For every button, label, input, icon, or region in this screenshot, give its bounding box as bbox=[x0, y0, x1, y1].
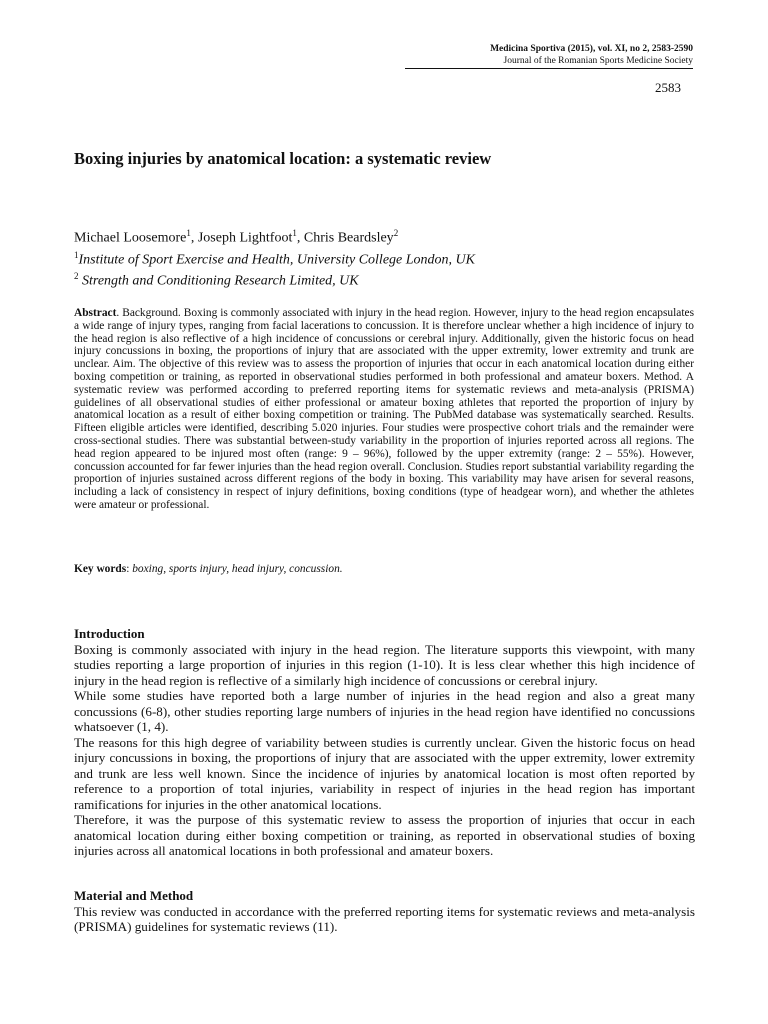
author-sep: , bbox=[296, 230, 304, 246]
paragraph: The reasons for this high degree of variability between studies is currently unclear. Given the historic focus on head injury concussions in boxing, the proportions of injury that are associated with the upper extremity, lower extremity and trunk are less well known. Since the incidence of injuries by anatomical location is most often reported by reference to a proportion of total injuries, variability in respect of injuries in the head region has important ramifications for injuries in the other anatomical locations. bbox=[74, 734, 695, 812]
author-list bbox=[74, 225, 475, 247]
author-name: Chris Beardsley bbox=[303, 230, 394, 246]
method-section bbox=[74, 888, 695, 935]
author-block bbox=[74, 225, 475, 290]
abstract-text: . Background. Boxing is commonly associated with injury in the head region. However, injury to the head region encapsulates a wide range of injury types, ranging from facial lacerations to concussion. It is therefore unclear whether a high incidence of injury to the head region is also reflective of a high incidence of concussions or cerebral injury. Additionally, given the historic focus on head injury concussions in boxing, the proportions of injury that are associated with the upper extremity, lower extremity and trunk are unclear. Aim. The objective of this review was to assess the proportion of injuries that occur in each anatomical location during either boxing competition or training, as reported in observational studies performed in both professional and amateur boxers. Method. A systematic review was performed according to preferred reporting items for systematic reviews and meta-analysis (PRISMA) guidelines of all observational studies of either professional or amateur boxing athletes that reported the proportion of injury by anatomical location as a result of either boxing competition or training. The PubMed database was systematically searched. Results. Fifteen eligible articles were identified, describing 5.020 injuries. Four studies were prospective cohort trials and the remainder were cross-sectional studies. There was substantial between-study variability in the proportion of injuries reported across all regions. The head region appeared to be injured most often (range: 9 – 96%), followed by the upper extremity (range: 2 – 55%). However, concussion accounted for far fewer injuries than the head region overall. Conclusion. Studies report substantial variability regarding the proportion of injuries sustained across different regions of the body in boxing. This variability may have arisen for several reasons, including a lack of consistency in respect of injury definitions, boxing conditions (type of headgear worn), and whether the athletes were amateur or professional. bbox=[74, 307, 694, 511]
author-sep: , bbox=[190, 230, 198, 246]
affiliation bbox=[74, 247, 475, 269]
section-heading: Material and Method bbox=[74, 888, 194, 903]
section-heading: Introduction bbox=[74, 626, 145, 641]
paragraph: Therefore, it was the purpose of this systematic review to assess the proportion of injuries that occur in each anatomical location during either boxing competition or training, as reported in observational studies of boxing injuries across all anatomical locations in both professional and amateur boxers. bbox=[74, 812, 695, 858]
paragraph: While some studies have reported both a large number of injuries in the head region and also a great many concussions (6-8), other studies reporting large numbers of injuries in the head region have identified no concussions whatsoever (1, 4). bbox=[74, 688, 695, 734]
affiliation-number: 1 bbox=[74, 249, 79, 260]
keywords bbox=[74, 563, 694, 576]
journal-society: Journal of the Romanian Sports Medicine Society bbox=[503, 56, 693, 66]
header-divider bbox=[405, 68, 693, 69]
keywords-value: boxing, sports injury, head injury, concussion. bbox=[132, 563, 343, 575]
author-name: Joseph Lightfoot bbox=[197, 230, 293, 246]
journal-citation: Medicina Sportiva (2015), vol. XI, no 2, 2583-2590 bbox=[490, 44, 693, 54]
page-number: 2583 bbox=[655, 80, 681, 95]
abstract-label: Abstract bbox=[74, 307, 117, 319]
introduction-section bbox=[74, 626, 695, 859]
author-name: Michael Loosemore bbox=[74, 230, 187, 246]
author-affil-ref: 2 bbox=[393, 228, 399, 238]
paragraph: This review was conducted in accordance with the preferred reporting items for systematic reviews and meta-analysis (PRISMA) guidelines for systematic reviews (11). bbox=[74, 903, 695, 934]
affiliation-number: 2 bbox=[74, 271, 79, 282]
keywords-label: Key words bbox=[74, 563, 127, 575]
affiliation-text: Strength and Conditioning Research Limited, UK bbox=[78, 273, 359, 289]
article-title: Boxing injuries by anatomical location: a systematic review bbox=[74, 149, 492, 168]
author-affil-ref: 1 bbox=[186, 228, 191, 238]
paragraph: Boxing is commonly associated with injury in the head region. The literature supports this viewpoint, with many studies reporting a large proportion of injuries in this region (1-10). It is less clear whether this high incidence of injury in the head region is reflective of a similarly high incidence of concussions or cerebral injury. bbox=[74, 641, 695, 688]
affiliation-text: Institute of Sport Exercise and Health, University College London, UK bbox=[78, 252, 475, 268]
abstract bbox=[74, 307, 694, 512]
journal-header bbox=[490, 43, 693, 67]
keywords-separator: : bbox=[126, 563, 133, 575]
author-affil-ref: 1 bbox=[292, 228, 297, 238]
affiliation bbox=[74, 268, 475, 290]
